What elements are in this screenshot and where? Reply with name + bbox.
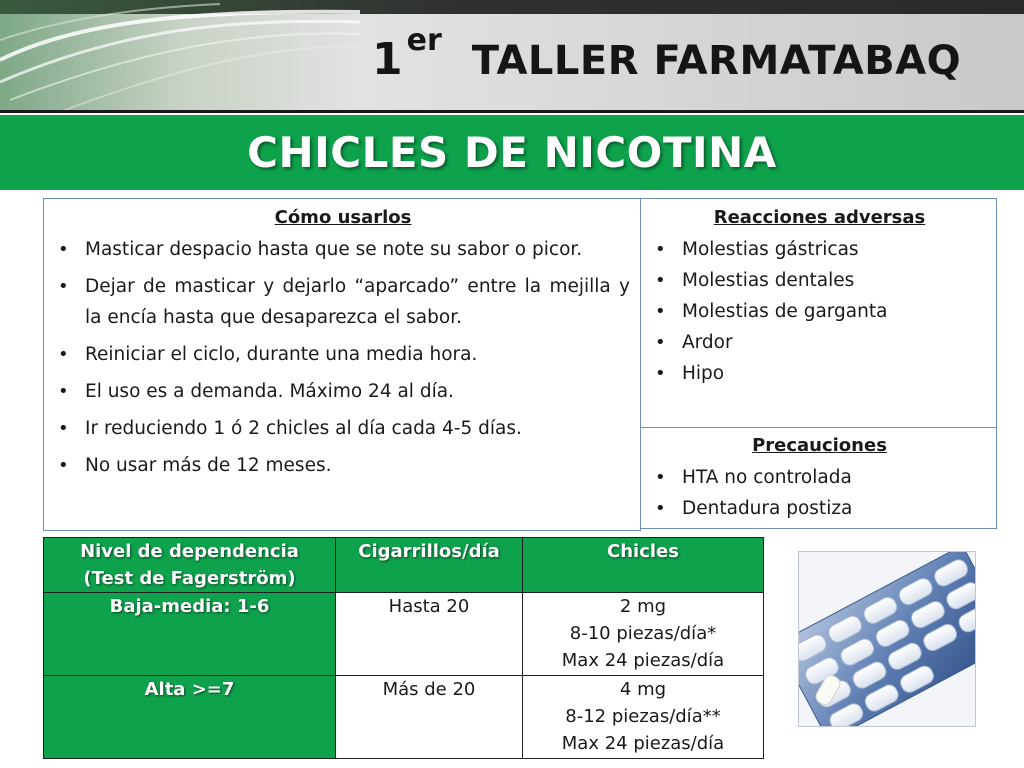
precautions-box xyxy=(640,427,997,529)
slide-title: CHICLES DE NICOTINA xyxy=(247,128,777,177)
header-bar xyxy=(0,0,1024,113)
list-item: • Dejar de masticar y dejarlo “aparcado” entre la mejilla y la encía hasta que desaparezca el sabor. xyxy=(56,271,630,333)
table-cell-level: Alta >=7 xyxy=(44,676,336,759)
header-title xyxy=(372,23,962,100)
dependency-table xyxy=(43,537,764,759)
list-item: • Reiniciar el ciclo, durante una media hora. xyxy=(56,339,630,370)
list-item: • Dentadura postiza xyxy=(653,493,986,524)
list-item: • Ir reduciendo 1 ó 2 chicles al día cada 4-5 días. xyxy=(56,413,630,444)
nicotine-gum-blister-photo xyxy=(798,551,976,727)
header-superscript: er xyxy=(406,23,442,58)
table-header-row xyxy=(44,538,764,593)
column-header-level-line1: Nivel de dependencia xyxy=(80,541,299,562)
column-header-gum: Chicles xyxy=(523,538,764,593)
table-cell-cigarettes: Hasta 20 xyxy=(336,593,523,676)
header-title-text: TALLER FARMATABAQ xyxy=(471,38,962,84)
gum-pieces: 8-10 piezas/día* xyxy=(569,623,717,644)
table-row xyxy=(44,593,764,676)
adverse-reactions-box xyxy=(640,198,997,428)
table-cell-gum xyxy=(523,593,764,676)
gum-dose: 4 mg xyxy=(619,679,667,700)
list-item: • Masticar despacio hasta que se note su sabor o picor. xyxy=(56,234,630,265)
list-item: • HTA no controlada xyxy=(653,462,986,493)
column-header-cigarettes: Cigarrillos/día xyxy=(336,538,523,593)
precautions-list xyxy=(653,462,986,524)
gum-max: Max 24 piezas/día xyxy=(561,650,725,671)
adverse-reactions-list xyxy=(653,234,986,389)
column-header-level-line2: (Test de Fagerström) xyxy=(83,568,296,589)
header-divider xyxy=(0,110,1024,113)
list-item: • No usar más de 12 meses. xyxy=(56,450,630,481)
list-item: • Molestias de garganta xyxy=(653,296,986,327)
gum-max: Max 24 piezas/día xyxy=(561,733,725,754)
table-cell-cigarettes: Más de 20 xyxy=(336,676,523,759)
table-row xyxy=(44,676,764,759)
table-cell-level: Baja-media: 1-6 xyxy=(44,593,336,676)
header-number: 1 xyxy=(372,34,403,85)
list-item: • Molestias gástricas xyxy=(653,234,986,265)
list-item: • El uso es a demanda. Máximo 24 al día. xyxy=(56,376,630,407)
list-item: • Molestias dentales xyxy=(653,265,986,296)
table-cell-gum xyxy=(523,676,764,759)
gum-pieces: 8-12 piezas/día** xyxy=(565,706,721,727)
adverse-reactions-heading: Reacciones adversas xyxy=(713,207,926,228)
how-to-use-heading: Cómo usarlos xyxy=(274,207,412,228)
how-to-use-box xyxy=(43,198,641,531)
how-to-use-list xyxy=(56,234,630,481)
precautions-heading: Precauciones xyxy=(752,435,887,456)
list-item: • Ardor xyxy=(653,327,986,358)
gum-dose: 2 mg xyxy=(619,596,667,617)
gum-blister-illustration xyxy=(799,552,975,726)
list-item: • Hipo xyxy=(653,358,986,389)
column-header-level xyxy=(44,538,336,593)
title-banner xyxy=(0,115,1024,190)
